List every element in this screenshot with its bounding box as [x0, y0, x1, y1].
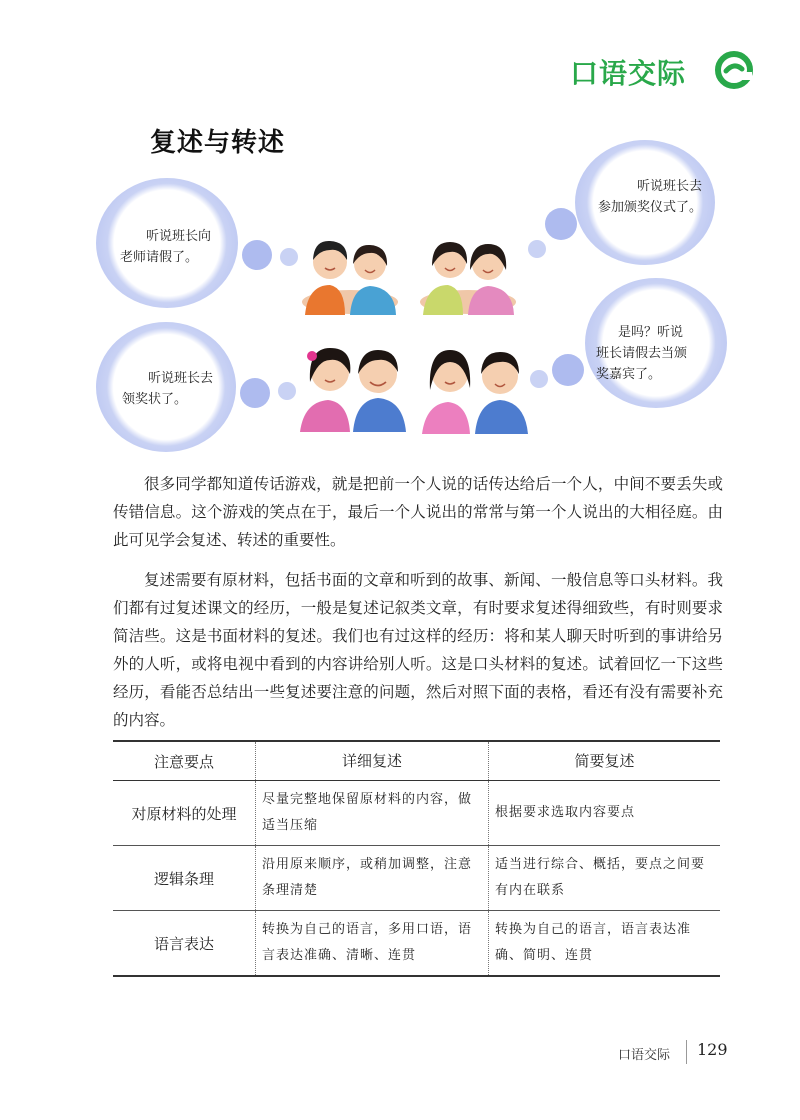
table-cell-detail: 尽量完整地保留原材料的内容，做适当压缩 — [256, 781, 489, 846]
children-illustration-4 — [420, 334, 530, 434]
paragraph-1: 很多同学都知道传话游戏，就是把前一个人说的话传达给后一个人，中间不要丢失或传错信息。这个游戏的笑点在于，最后一个人说出的常常与第一个人说出的大相径庭。由此可见学会复述、转述的重要性。 — [113, 475, 723, 549]
table-cell-point: 语言表达 — [113, 911, 256, 977]
table-header-cell: 详细复述 — [256, 741, 489, 781]
children-illustration-3 — [298, 332, 408, 432]
table-header-cell: 简要复述 — [489, 741, 721, 781]
bubble-dot — [242, 240, 272, 270]
table-cell-point: 逻辑条理 — [113, 846, 256, 911]
bubble-dot — [530, 370, 548, 388]
footer-section-label: 口语交际 — [618, 1048, 671, 1063]
table-row — [113, 781, 720, 846]
children-illustration-1 — [300, 230, 400, 315]
table-cell-brief: 适当进行综合、概括，要点之间要有内在联系 — [489, 846, 721, 911]
bubble-dot — [552, 354, 584, 386]
table-cell-brief: 转换为自己的语言，语言表达准确、简明、连贯 — [489, 911, 721, 977]
table-cell-brief: 根据要求选取内容要点 — [489, 781, 721, 846]
green-speech-logo-icon — [714, 50, 754, 90]
table-cell-point: 对原材料的处理 — [113, 781, 256, 846]
bubble-4-text: 是吗？听说 班长请假去当颁 奖嘉宾了。 — [596, 325, 688, 382]
table-header-cell: 注意要点 — [113, 741, 256, 781]
table-row — [113, 911, 720, 977]
table-cell-detail: 沿用原来顺序，或稍加调整，注意条理清楚 — [256, 846, 489, 911]
page-number: 129 — [697, 1040, 728, 1059]
bubble-dot — [528, 240, 546, 258]
bubble-dot — [545, 208, 577, 240]
paragraph-2: 复述需要有原材料，包括书面的文章和听到的故事、新闻、一般信息等口头材料。我们都有过复述课文的经历，一般是复述记叙类文章，有时要求复述得细致些，有时则要求简洁些。这是书面材料的复述。我们也有过这样的经历：将和某人聊天时听到的事讲给另外的人听，或将电视中看到的内容讲给别人听。这是口头材料的复述。试着回忆一下这些经历，看能否总结出一些复述要注意的问题，然后对照下面的表格，看还有没有需要补充的内容。 — [113, 571, 723, 729]
page-title: 复述与转述 — [150, 128, 286, 158]
footer-divider — [686, 1040, 687, 1064]
section-label: 口语交际 — [570, 57, 687, 90]
comparison-table — [113, 740, 720, 977]
bubble-dot — [280, 248, 298, 266]
bubble-3-text: 听说班长去 参加颁奖仪式了。 — [598, 179, 703, 215]
bubble-2-text: 听说班长去 领奖状了。 — [122, 371, 214, 407]
bubble-dot — [278, 382, 296, 400]
bubble-1-text: 听说班长向 老师请假了。 — [120, 229, 212, 265]
table-header-row — [113, 741, 720, 781]
children-illustration-2 — [418, 230, 518, 315]
table-cell-detail: 转换为自己的语言，多用口语，语言表达准确、清晰、连贯 — [256, 911, 489, 977]
table-row — [113, 846, 720, 911]
bubble-dot — [240, 378, 270, 408]
